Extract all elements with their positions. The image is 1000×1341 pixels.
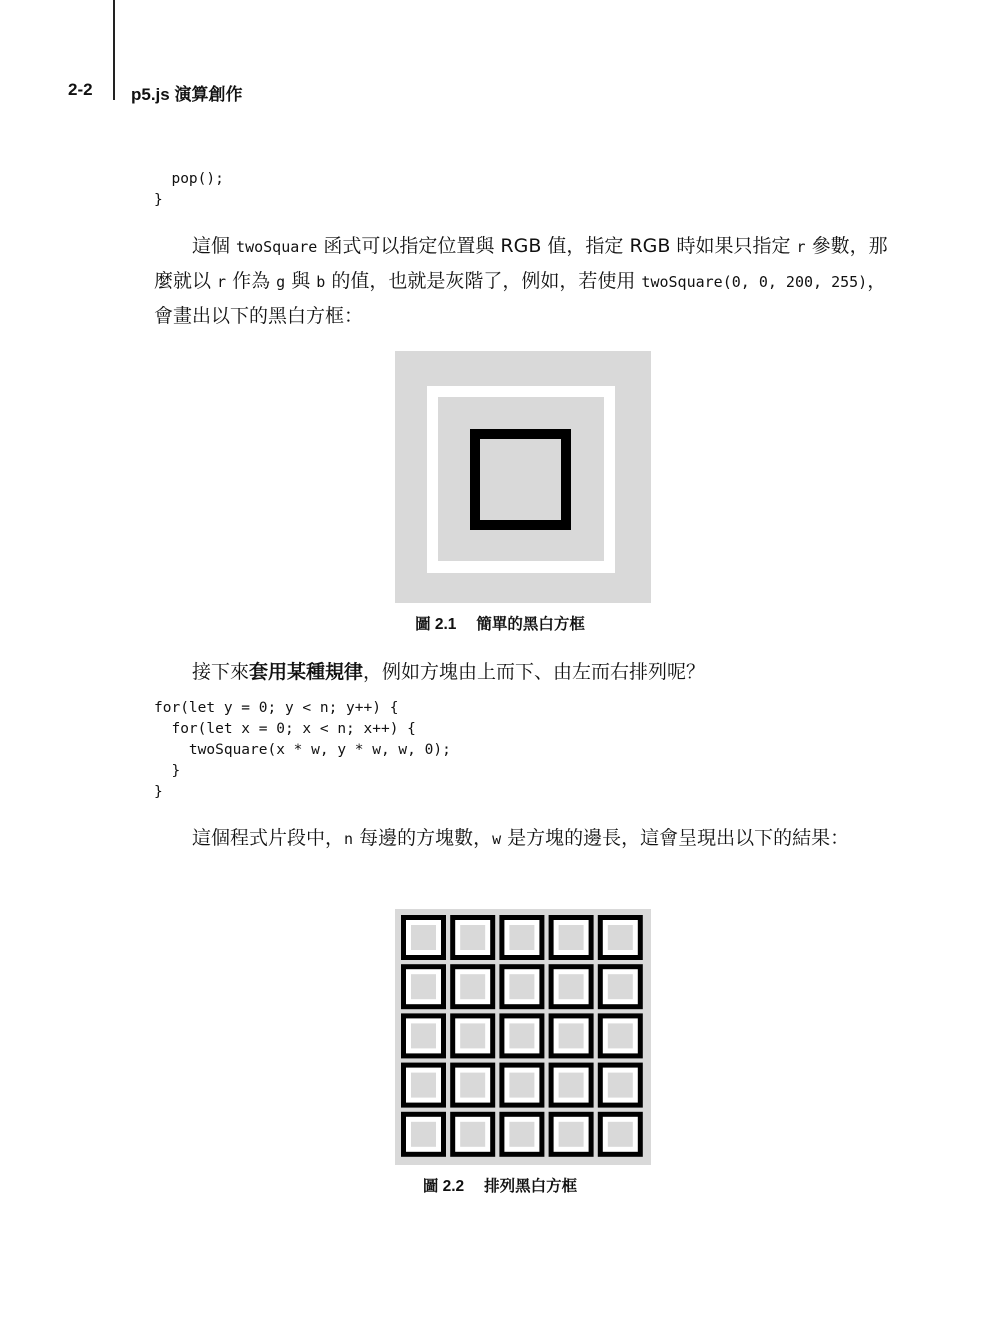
grid-cell-inner bbox=[509, 1122, 534, 1147]
grid-cell-inner bbox=[608, 1073, 633, 1098]
grid-cell-inner bbox=[460, 974, 485, 999]
figure-2-2-image bbox=[395, 909, 651, 1165]
grid-cell-inner bbox=[608, 1023, 633, 1048]
header-rule bbox=[113, 0, 115, 100]
figure-2-2-title: 排列黑白方框 bbox=[484, 1178, 578, 1195]
grid-cell-inner bbox=[460, 925, 485, 950]
page-number: 2-2 bbox=[68, 80, 93, 99]
grid-cell-inner bbox=[460, 1023, 485, 1048]
grid-cell-inner bbox=[509, 925, 534, 950]
grid-cell-inner bbox=[509, 1023, 534, 1048]
grid-cell-inner bbox=[559, 1073, 584, 1098]
grid-cell-inner bbox=[411, 1073, 436, 1098]
fig1-inner-gray bbox=[438, 397, 604, 561]
figure-2-1-image bbox=[395, 351, 651, 603]
paragraph-2: 接下來套用某種規律，例如方塊由上而下、由左而右排列呢？ bbox=[192, 661, 706, 683]
grid-cell-inner bbox=[509, 1073, 534, 1098]
figure-2-1-caption bbox=[0, 612, 1000, 634]
grid-cell-inner bbox=[411, 974, 436, 999]
figure-2-2-caption bbox=[0, 1174, 1000, 1196]
grid-cell-inner bbox=[608, 1122, 633, 1147]
book-title: p5.js 演算創作 bbox=[131, 85, 243, 104]
grid-cell-inner bbox=[559, 1122, 584, 1147]
figure-2-2-number: 圖 2.2 bbox=[422, 1178, 465, 1195]
grid-cell-inner bbox=[559, 925, 584, 950]
grid-cell-inner bbox=[608, 974, 633, 999]
code-block-loop: for(let y = 0; y < n; y++) { for(let x = 0; x < n; x++) { twoSquare(x * w, y * w, w, 0); } } bbox=[154, 700, 451, 800]
grid-cell-inner bbox=[608, 925, 633, 950]
figure-2-1-title: 簡單的黑白方框 bbox=[476, 616, 585, 633]
grid-cell-inner bbox=[559, 1023, 584, 1048]
paragraph-1: 這個 twoSquare 函式可以指定位置與 RGB 值，指定 RGB 時如果只指定 r 參數，那麼就以 r 作為 g 與 b 的值，也就是灰階了，例如，若使用 twoSquare(0, 0, 200, 255)，會畫出以下的黑白方框： bbox=[154, 235, 888, 327]
grid-cell-inner bbox=[411, 1122, 436, 1147]
paragraph-3: 這個程式片段中，n 每邊的方塊數，w 是方塊的邊長，這會呈現出以下的結果： bbox=[192, 827, 850, 849]
grid-cell-inner bbox=[411, 925, 436, 950]
grid-cell-inner bbox=[460, 1073, 485, 1098]
grid-cell-inner bbox=[509, 974, 534, 999]
grid-cell-inner bbox=[411, 1023, 436, 1048]
grid-cell-inner bbox=[460, 1122, 485, 1147]
code-block-top: pop(); } bbox=[154, 171, 224, 208]
grid-cell-inner bbox=[559, 974, 584, 999]
figure-2-1-number: 圖 2.1 bbox=[415, 616, 457, 633]
